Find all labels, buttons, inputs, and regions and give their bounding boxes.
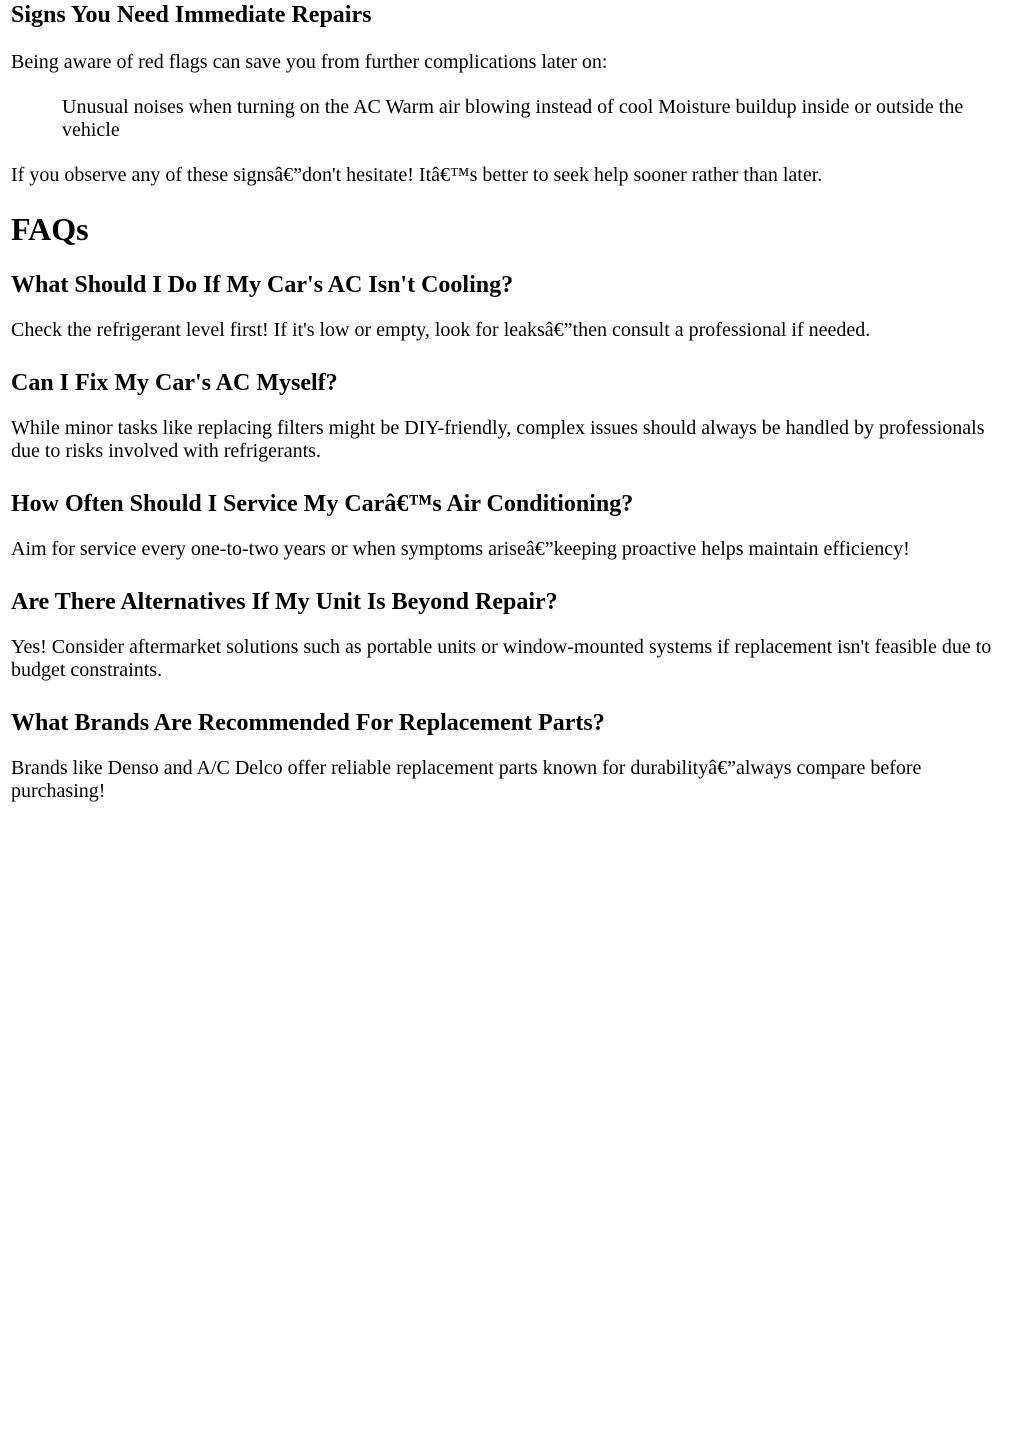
faq-answer-5: Brands like Denso and A/C Delco offer reliable replacement parts known for durabilityâ€”always compare before purchasing!: [11, 757, 922, 802]
signs-closing: If you observe any of these signsâ€”don't hesitate! Itâ€™s better to seek help sooner rather than later.: [11, 164, 823, 186]
signs-heading: Signs You Need Immediate Repairs: [11, 2, 372, 28]
signs-intro: Being aware of red flags can save you from further complications later on:: [11, 51, 608, 73]
faq-question-2: Can I Fix My Car's AC Myself?: [11, 370, 338, 396]
faq-answer-2: While minor tasks like replacing filters might be DIY-friendly, complex issues should always be handled by professionals due to risks involved with refrigerants.: [11, 417, 985, 462]
signs-quote: Unusual noises when turning on the AC Warm air blowing instead of cool Moisture buildup inside or outside the vehicle: [62, 96, 964, 141]
faq-answer-4: Yes! Consider aftermarket solutions such as portable units or window-mounted systems if replacement isn't feasible due to budget constraints.: [11, 636, 992, 681]
faq-question-3: How Often Should I Service My Carâ€™s Air Conditioning?: [11, 491, 634, 517]
faq-answer-1: Check the refrigerant level first! If it's low or empty, look for leaksâ€”then consult a professional if needed.: [11, 319, 871, 341]
faq-question-1: What Should I Do If My Car's AC Isn't Cooling?: [11, 272, 514, 298]
faq-question-4: Are There Alternatives If My Unit Is Beyond Repair?: [11, 589, 558, 615]
faq-answer-3: Aim for service every one-to-two years or when symptoms ariseâ€”keeping proactive helps maintain efficiency!: [11, 538, 910, 560]
faq-question-5: What Brands Are Recommended For Replacement Parts?: [11, 710, 605, 736]
faqs-title: FAQs: [11, 211, 89, 247]
